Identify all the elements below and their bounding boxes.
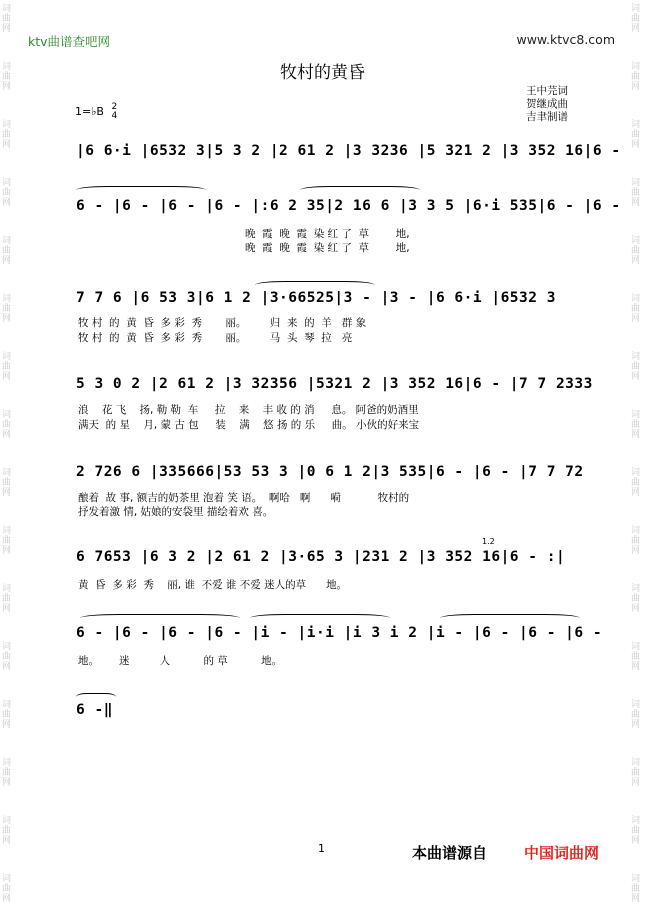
- lyric-line-5b: 抒发着激 情, 姑娘的安袋里 描绘着欢 喜。: [78, 506, 274, 518]
- brand-label: 中国词曲网: [524, 844, 600, 862]
- watermark-text: 词 曲 网: [631, 120, 641, 150]
- watermark-text: 词 曲 网: [2, 700, 12, 730]
- watermark-text: 词 曲 网: [2, 294, 12, 324]
- credits: [526, 85, 568, 124]
- time-bottom: 4: [111, 111, 118, 121]
- watermark-text: 词 曲 网: [2, 4, 12, 34]
- watermark-text: 词 曲 网: [2, 758, 12, 788]
- watermark-text: 词 曲 网: [2, 642, 12, 672]
- lyricist: 王中芫词: [526, 85, 568, 97]
- lyric-line-3a: 牧 村 的 黄 昏 多 彩 秀 丽。 归 来 的 羊 群 象: [78, 317, 367, 329]
- watermark-text: 词 曲 网: [2, 352, 12, 382]
- tie-mark: [250, 614, 390, 622]
- watermark-text: 词 曲 网: [2, 874, 12, 904]
- score-line-3: 7 7 6 |6 53 3|6 1 2 |3·66525|3 - |3 - |6 6·i |6532 3: [76, 290, 556, 306]
- watermark-text: 词 曲 网: [631, 874, 641, 904]
- score-line-7: 6 - |6 - |6 - |6 - |i - |i·i |i 3 i 2 |i - |6 - |6 - |6 -: [76, 625, 603, 641]
- song-title: 牧村的黄昏: [280, 63, 365, 83]
- tie-mark: [80, 614, 240, 622]
- watermark-text: 词 曲 网: [631, 178, 641, 208]
- site-url: www.ktvc8.com: [516, 32, 615, 47]
- watermark-text: 词 曲 网: [2, 120, 12, 150]
- watermark-text: 词 曲 网: [631, 584, 641, 614]
- watermark-text: 词 曲 网: [631, 4, 641, 34]
- slur-mark: [300, 186, 420, 194]
- watermark-text: 词 曲 网: [631, 700, 641, 730]
- lyric-line-3b: 牧 村 的 黄 昏 多 彩 秀 丽。 马 头 琴 拉 亮: [78, 332, 353, 344]
- watermark-text: 词 曲 网: [631, 526, 641, 556]
- time-top: 2: [111, 102, 118, 112]
- score-line-4: 5 3 0 2 |2 61 2 |3 32356 |5321 2 |3 352 16|6 - |7 7 2333: [76, 376, 593, 392]
- lyric-line-5a: 酿着 故 事, 额吉的奶茶里 泡着 笑 语。 啊哈 啊 嗬 牧村的: [78, 492, 410, 504]
- source-label: 本曲谱源自: [412, 844, 488, 862]
- site-name: ktv曲谱查吧网: [28, 34, 111, 49]
- lyric-line-7: 地。 迷 人 的 草 地。: [78, 655, 283, 667]
- score-line-2: 6 - |6 - |6 - |6 - |:6 2 35|2 16 6 |3 3 5 |6·i 535|6 - |6 -: [76, 198, 621, 214]
- tie-mark: [76, 186, 206, 194]
- watermark-text: 词 曲 网: [631, 236, 641, 266]
- watermark-text: 词 曲 网: [2, 62, 12, 92]
- watermark-text: 词 曲 网: [631, 642, 641, 672]
- slur-mark: [255, 281, 375, 289]
- watermark-left: [0, 0, 16, 904]
- lyric-line-6: 黄 昏 多 彩 秀 丽, 谁 不爱 谁 不爱 迷人的草 地。: [78, 579, 348, 591]
- tie-mark: [440, 614, 580, 622]
- key-signature: [75, 103, 117, 121]
- watermark-text: 词 曲 网: [2, 584, 12, 614]
- watermark-text: 词 曲 网: [2, 526, 12, 556]
- arranger: 吉聿制谱: [526, 111, 568, 123]
- lyric-line-4b: 满天 的 星 月, 蒙 古 包 装 满 悠 扬 的 乐 曲。 小伙的好来宝: [78, 419, 420, 431]
- watermark-text: 词 曲 网: [2, 816, 12, 846]
- watermark-text: 词 曲 网: [631, 352, 641, 382]
- key-label: 1=♭B: [75, 105, 104, 118]
- score-line-8: 6 -‖: [76, 702, 113, 718]
- watermark-text: 词 曲 网: [2, 178, 12, 208]
- watermark-text: 词 曲 网: [631, 758, 641, 788]
- tie-mark: [76, 693, 116, 701]
- watermark-text: 词 曲 网: [2, 410, 12, 440]
- watermark-text: 词 曲 网: [631, 816, 641, 846]
- watermark-right: [629, 0, 645, 904]
- lyric-line-2a: 晚 霞 晚 霞 染 红 了 草 地,: [245, 228, 410, 240]
- watermark-text: 词 曲 网: [631, 410, 641, 440]
- watermark-text: 词 曲 网: [2, 468, 12, 498]
- volta-label: 1.2: [482, 537, 495, 546]
- watermark-text: 词 曲 网: [2, 236, 12, 266]
- watermark-text: 词 曲 网: [631, 294, 641, 324]
- lyric-line-2b: 晚 霞 晚 霞 染 红 了 草 地,: [245, 242, 410, 254]
- score-line-6: 6 7653 |6 3 2 |2 61 2 |3·65 3 |231 2 |3 352 16|6 - :|: [76, 549, 566, 565]
- composer: 贺继成曲: [526, 98, 568, 110]
- score-line-5: 2 726 6 |335666|53 53 3 |0 6 1 2|3 535|6 - |6 - |7 7 72: [76, 464, 584, 480]
- watermark-text: 词 曲 网: [631, 62, 641, 92]
- time-signature: [111, 103, 117, 121]
- page-number: 1: [318, 842, 325, 855]
- lyric-line-4a: 浪 花 飞 扬, 勒 勒 车 拉 来 丰 收 的 消 息。 阿爸的奶酒里: [78, 404, 419, 416]
- watermark-text: 词 曲 网: [631, 468, 641, 498]
- score-line-1: |6 6·i |6532 3|5 3 2 |2 61 2 |3 3236 |5 321 2 |3 352 16|6 -: [76, 143, 621, 159]
